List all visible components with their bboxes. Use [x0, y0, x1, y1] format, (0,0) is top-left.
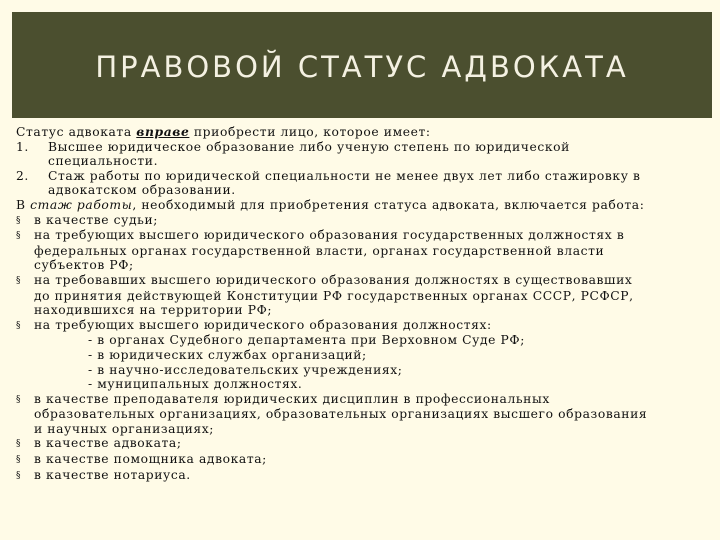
bullet-text: до принятия действующей Конституции РФ государственных органах СССР, РСФСР,	[34, 288, 634, 303]
condition-text: Стаж работы по юридической специальности не менее двух лет либо стажировку в	[48, 168, 641, 183]
bullet-line	[16, 228, 706, 244]
bullet-line	[16, 273, 706, 289]
bullet-icon: §	[16, 320, 22, 331]
bullet-line	[16, 258, 706, 273]
bullet-text: в качестве адвоката;	[34, 436, 182, 451]
stazh-prefix: В	[16, 197, 31, 212]
stazh-line	[16, 198, 706, 213]
intro-line	[16, 125, 706, 140]
slide-title: ПРАВОВОЙ СТАТУС АДВОКАТА	[95, 50, 629, 84]
bullet-text: федеральных органах государственной власти, органах государственной власти	[34, 243, 605, 258]
bullet-icon: §	[16, 470, 22, 481]
bullet-text: находившихся на территории РФ;	[34, 303, 273, 318]
sub-item: - в научно-исследовательских учреждениях;	[88, 362, 403, 377]
bullet-icon: §	[16, 215, 22, 226]
intro-emphasis: вправе	[136, 124, 190, 139]
bullet-text: в качестве нотариуса.	[34, 467, 191, 482]
bullet-list	[16, 213, 706, 484]
condition-text: адвокатском образовании.	[48, 183, 236, 198]
bullet-line	[16, 213, 706, 229]
sub-item: - в юридических службах организаций;	[88, 347, 367, 362]
bullet-text: в качестве судьи;	[34, 212, 158, 227]
bullet-line	[16, 452, 706, 468]
intro-prefix: Статус адвоката	[16, 125, 137, 139]
bullet-line	[16, 318, 706, 334]
bullet-text: в качестве преподавателя юридических дисциплин в профессиональных	[34, 391, 550, 406]
bullet-text: образовательных организациях, образовательных организациях высшего образования	[34, 407, 648, 422]
condition-line	[16, 169, 706, 184]
sub-item: - в органах Судебного департамента при Верховном Суде РФ;	[88, 333, 525, 348]
bullet-line	[16, 422, 706, 437]
condition-text: специальности.	[48, 154, 159, 169]
bullet-line	[16, 289, 706, 304]
bullet-line	[16, 392, 706, 408]
condition-number: 1.	[16, 139, 29, 154]
bullet-line	[16, 436, 706, 452]
condition-line	[16, 140, 706, 155]
condition-line	[16, 154, 706, 169]
conditions-list	[16, 140, 706, 198]
bullet-text: в качестве помощника адвоката;	[34, 452, 267, 467]
slide-body	[16, 125, 706, 483]
condition-number: 2.	[16, 168, 29, 183]
bullet-icon: §	[16, 231, 22, 242]
condition-text: Высшее юридическое образование либо ученую степень по юридической	[48, 139, 570, 154]
bullet-line	[16, 468, 706, 484]
bullet-icon: §	[16, 455, 22, 466]
bullet-text: на требующих высшего юридического образования должностях:	[34, 317, 492, 332]
bullet-text: и научных организациях;	[34, 421, 215, 436]
stazh-suffix: , необходимый для приобретения статуса адвоката, включается работа:	[132, 197, 645, 212]
sub-item: - муниципальных должностях.	[88, 377, 303, 392]
bullet-text: субъектов РФ;	[34, 258, 134, 273]
bullet-icon: §	[16, 439, 22, 450]
title-banner	[12, 12, 712, 118]
stazh-emphasis: стаж работы	[30, 197, 133, 212]
bullet-line	[16, 244, 706, 259]
bullet-line	[16, 407, 706, 422]
bullet-text: на требующих высшего юридического образования государственных должностях в	[34, 228, 625, 243]
bullet-icon: §	[16, 275, 22, 286]
bullet-text: на требовавших высшего юридического образования должностях в существовавших	[34, 272, 633, 287]
intro-suffix: приобрести лицо, которое имеет:	[189, 125, 431, 139]
condition-line	[16, 183, 706, 198]
bullet-icon: §	[16, 394, 22, 405]
bullet-line	[16, 303, 706, 318]
